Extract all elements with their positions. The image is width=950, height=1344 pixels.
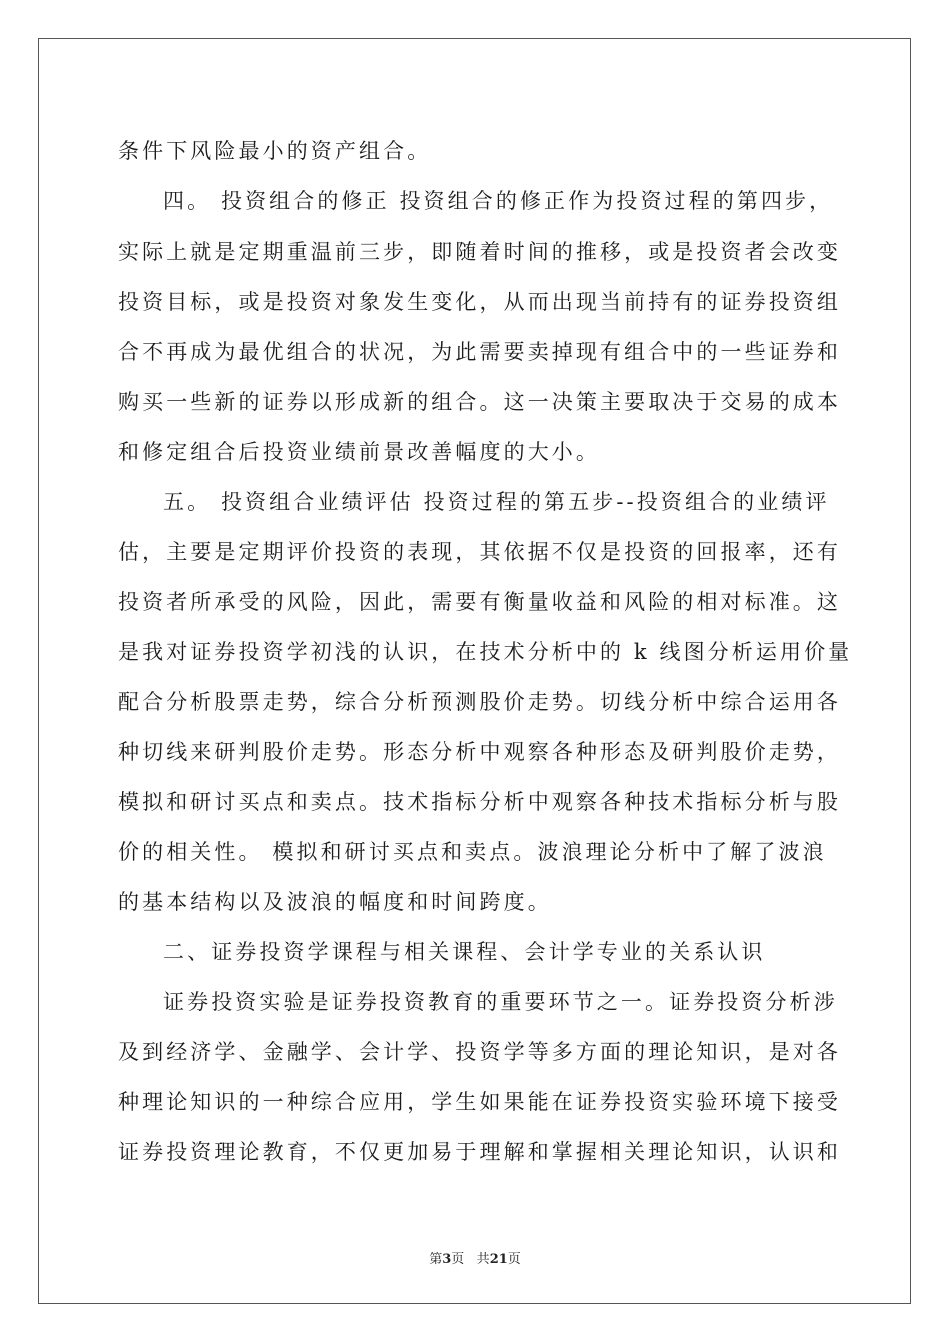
text-line: 合不再成为最优组合的状况，为此需要卖掉现有组合中的一些证券和: [118, 340, 841, 364]
footer-total-suffix: 页: [507, 1252, 521, 1267]
page-footer: [0, 1248, 950, 1267]
text-line: 投资目标，或是投资对象发生变化，从而出现当前持有的证券投资组: [118, 290, 841, 314]
footer-page-prefix: 第: [429, 1252, 443, 1267]
text-line: 证券投资实验是证券投资教育的重要环节之一。证券投资分析涉: [163, 990, 838, 1014]
text-line: 条件下风险最小的资产组合。: [118, 139, 432, 163]
section-heading: 二、证券投资学课程与相关课程、会计学专业的关系认识: [163, 940, 766, 964]
text-line: 价的相关性。 模拟和研讨买点和卖点。波浪理论分析中了解了波浪: [118, 840, 827, 864]
footer-total-pages: 21: [489, 1252, 508, 1267]
footer-total-prefix: 共: [476, 1252, 490, 1267]
text-line: 证券投资理论教育，不仅更加易于理解和掌握相关理论知识，认识和: [118, 1140, 841, 1164]
footer-page-number: 3: [442, 1252, 452, 1267]
text-line: 种理论知识的一种综合应用，学生如果能在证券投资实验环境下接受: [118, 1090, 841, 1114]
text-line: 购买一些新的证券以形成新的组合。这一决策主要取决于交易的成本: [118, 390, 841, 414]
text-line: 是我对证券投资学初浅的认识，在技术分析中的 k 线图分析运用价量: [118, 640, 853, 664]
text-line: 种切线来研判股价走势。形态分析中观察各种形态及研判股价走势，: [118, 740, 841, 764]
text-line: 估，主要是定期评价投资的表现，其依据不仅是投资的回报率，还有: [118, 540, 841, 564]
footer-page-suffix: 页: [451, 1252, 465, 1267]
text-line: 和修定组合后投资业绩前景改善幅度的大小。: [118, 440, 600, 464]
text-line: 实际上就是定期重温前三步，即随着时间的推移，或是投资者会改变: [118, 240, 841, 264]
text-line: 及到经济学、金融学、会计学、投资学等多方面的理论知识，是对各: [118, 1040, 841, 1064]
text-line: 配合分析股票走势，综合分析预测股价走势。切线分析中综合运用各: [118, 690, 841, 714]
text-line: 五。 投资组合业绩评估 投资过程的第五步--投资组合的业绩评: [163, 490, 830, 514]
text-line: 投资者所承受的风险，因此，需要有衡量收益和风险的相对标准。这: [118, 590, 841, 614]
text-line: 的基本结构以及波浪的幅度和时间跨度。: [118, 890, 552, 914]
page-border: [38, 38, 911, 1304]
text-line: 四。 投资组合的修正 投资组合的修正作为投资过程的第四步，: [163, 189, 834, 213]
text-line: 模拟和研讨买点和卖点。技术指标分析中观察各种技术指标分析与股: [118, 790, 841, 814]
